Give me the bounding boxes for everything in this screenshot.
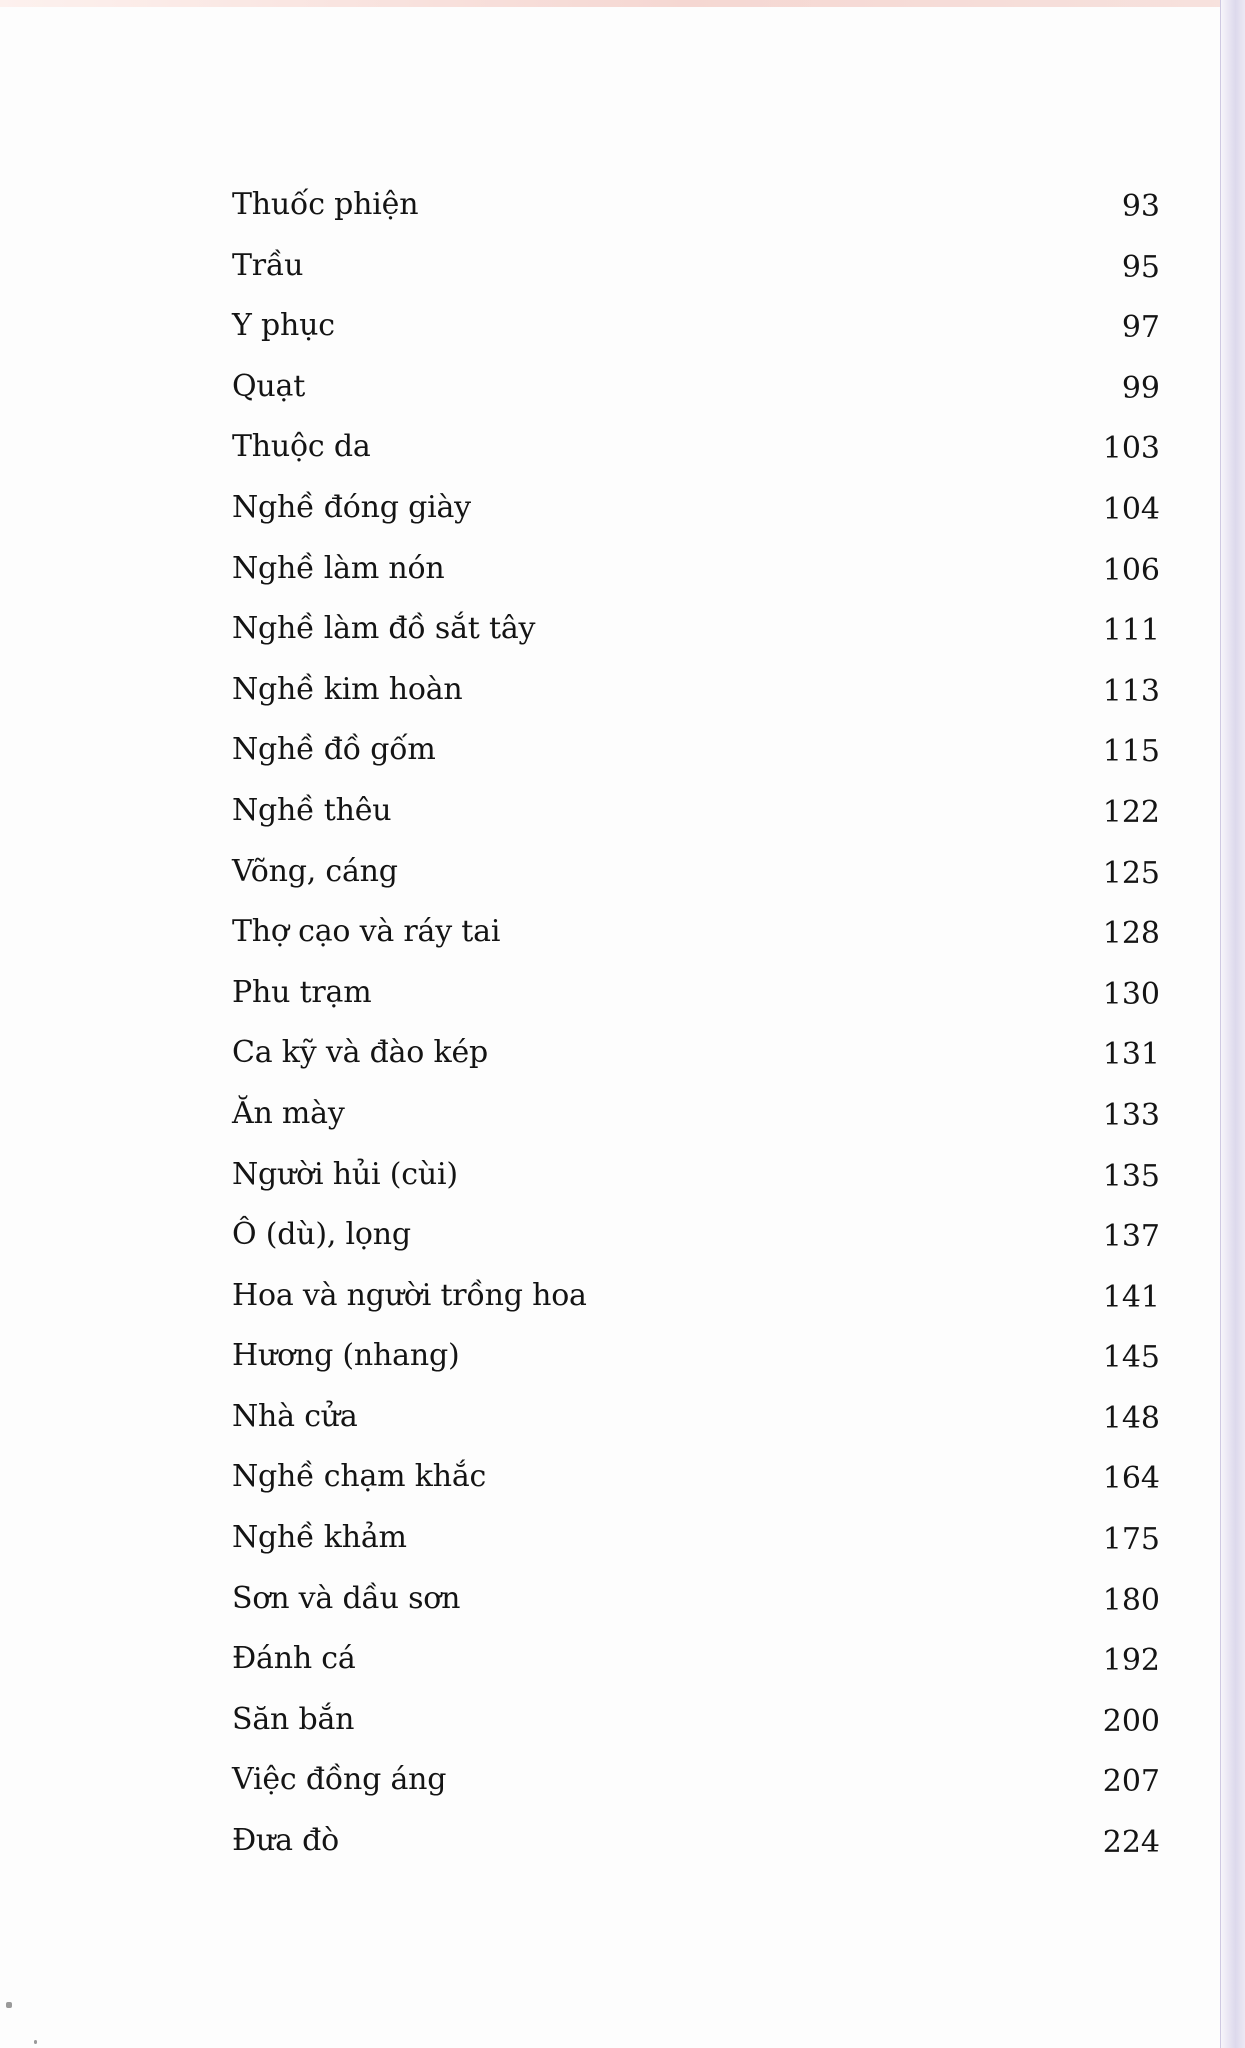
toc-entry <box>232 306 1160 367</box>
toc-entry <box>232 1397 1160 1458</box>
toc-entry-title: Thợ cạo và ráy tai <box>232 914 501 950</box>
toc-entry-page-number: 106 <box>1102 552 1160 588</box>
toc-entry-page-number: 97 <box>1121 310 1160 346</box>
toc-entry-page-number: 135 <box>1102 1158 1160 1194</box>
toc-entry-title: Việc đồng áng <box>232 1762 447 1798</box>
toc-entry <box>232 1821 1160 1882</box>
toc-entry-title: Đánh cá <box>232 1641 356 1677</box>
toc-entry <box>232 670 1160 731</box>
toc-entry-page-number: 122 <box>1102 794 1160 830</box>
toc-entry <box>232 609 1160 670</box>
toc-entry <box>232 912 1160 973</box>
toc-entry-page-number: 115 <box>1102 734 1160 770</box>
toc-entry-title: Trầu <box>232 247 304 283</box>
toc-entry-title: Ô (dù), lọng <box>232 1217 411 1253</box>
toc-entry-title: Săn bắn <box>232 1701 355 1737</box>
toc-entry-page-number: 180 <box>1102 1582 1160 1618</box>
toc-entry-page-number: 192 <box>1102 1643 1160 1679</box>
toc-entry <box>232 1276 1160 1337</box>
toc-entry <box>232 1760 1160 1821</box>
toc-entry-page-number: 224 <box>1102 1825 1160 1861</box>
toc-entry-page-number: 148 <box>1102 1400 1160 1436</box>
toc-entry-page-number: 133 <box>1102 1097 1160 1133</box>
toc-entry <box>232 549 1160 610</box>
toc-entry-title: Nghề làm đồ sắt tây <box>232 611 536 647</box>
toc-entry-page-number: 175 <box>1102 1522 1160 1558</box>
toc-entry-title: Phu trạm <box>232 974 372 1010</box>
toc-entry-title: Ăn mày <box>232 1095 345 1131</box>
toc-entry-title: Y phục <box>232 308 335 344</box>
toc-entry-page-number: 137 <box>1102 1219 1160 1255</box>
toc-entry-title: Nghề thêu <box>232 792 392 828</box>
table-of-contents <box>232 185 1160 1882</box>
toc-entry <box>232 185 1160 246</box>
toc-entry-page-number: 103 <box>1102 431 1160 467</box>
toc-entry-title: Đưa đò <box>232 1823 340 1859</box>
toc-entry-page-number: 131 <box>1102 1037 1160 1073</box>
toc-entry-title: Ca kỹ và đào kép <box>232 1035 489 1071</box>
toc-entry <box>232 1518 1160 1579</box>
toc-entry-page-number: 130 <box>1102 976 1160 1012</box>
toc-entry <box>232 1215 1160 1276</box>
toc-entry <box>232 1033 1160 1094</box>
toc-entry <box>232 246 1160 307</box>
toc-entry <box>232 1155 1160 1216</box>
toc-entry <box>232 1579 1160 1640</box>
toc-entry-page-number: 128 <box>1102 916 1160 952</box>
toc-entry-title: Nghề làm nón <box>232 550 445 586</box>
toc-entry <box>232 730 1160 791</box>
toc-entry-title: Nghề kim hoàn <box>232 671 463 707</box>
toc-entry-page-number: 145 <box>1102 1340 1160 1376</box>
toc-entry-page-number: 125 <box>1102 855 1160 891</box>
toc-entry-title: Người hủi (cùi) <box>232 1156 458 1192</box>
toc-entry-title: Nghề đóng giày <box>232 489 471 525</box>
toc-entry-page-number: 164 <box>1102 1461 1160 1497</box>
toc-entry <box>232 791 1160 852</box>
page-right-edge <box>1220 0 1245 2048</box>
toc-entry-page-number: 113 <box>1102 673 1160 709</box>
toc-entry-title: Nghề đồ gốm <box>232 732 436 768</box>
toc-entry-page-number: 93 <box>1121 189 1160 224</box>
page-top-edge <box>0 0 1245 7</box>
toc-entry-title: Sơn và dầu sơn <box>232 1580 461 1616</box>
toc-entry-title: Quạt <box>232 368 306 404</box>
toc-entry-title: Hương (nhang) <box>232 1338 460 1374</box>
toc-entry-title: Võng, cáng <box>232 853 398 889</box>
toc-entry-title: Thuộc da <box>232 429 371 465</box>
toc-entry-title: Hoa và người trồng hoa <box>232 1277 587 1313</box>
toc-entry-title: Nghề chạm khắc <box>232 1459 487 1495</box>
toc-entry <box>232 1094 1160 1155</box>
toc-entry <box>232 852 1160 913</box>
toc-entry <box>232 367 1160 428</box>
toc-entry <box>232 1457 1160 1518</box>
toc-entry-title: Thuốc phiện <box>232 187 419 222</box>
toc-entry-page-number: 207 <box>1102 1764 1160 1800</box>
toc-entry <box>232 488 1160 549</box>
toc-entry-title: Nhà cửa <box>232 1398 358 1434</box>
toc-entry <box>232 973 1160 1034</box>
toc-entry-page-number: 200 <box>1102 1703 1160 1739</box>
toc-entry <box>232 1700 1160 1761</box>
toc-entry <box>232 1639 1160 1700</box>
toc-entry-page-number: 99 <box>1121 370 1160 406</box>
toc-entry-page-number: 104 <box>1102 491 1160 527</box>
toc-entry-page-number: 95 <box>1121 249 1160 285</box>
toc-entry-page-number: 141 <box>1102 1279 1160 1315</box>
toc-entry-page-number: 111 <box>1102 613 1160 649</box>
toc-entry <box>232 427 1160 488</box>
toc-entry <box>232 1336 1160 1397</box>
toc-entry-title: Nghề khảm <box>232 1520 407 1556</box>
page-speck <box>6 2002 12 2008</box>
page-speck <box>34 2040 37 2044</box>
